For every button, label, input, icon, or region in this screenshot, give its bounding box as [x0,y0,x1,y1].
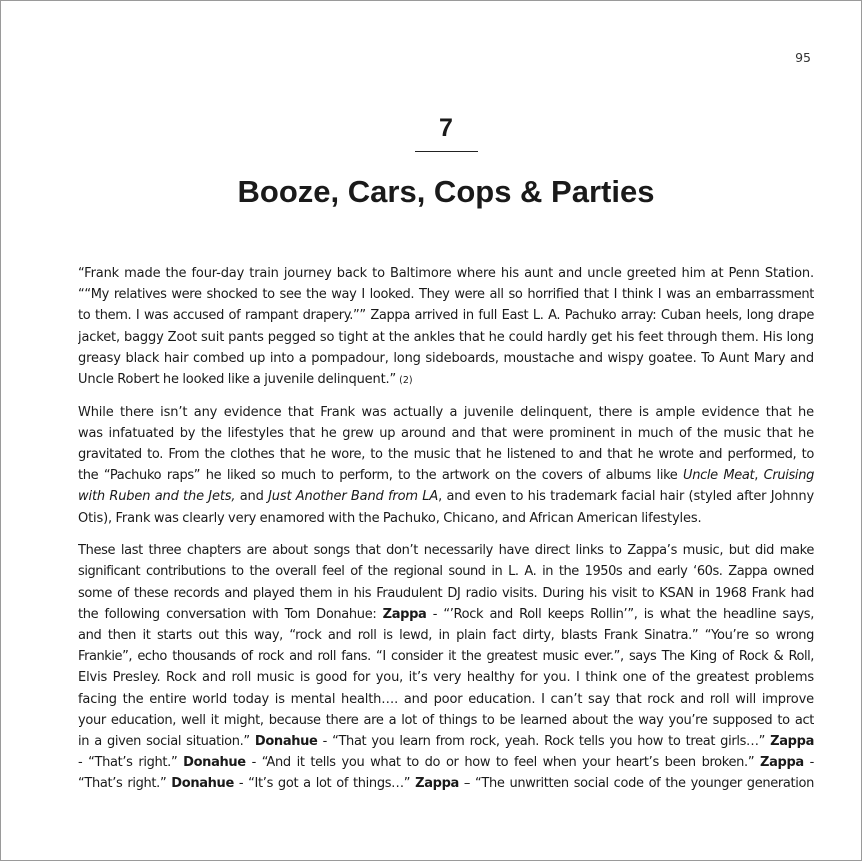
album-title: Cruising [763,468,814,484]
text-span: the following conversation with Tom Donahue: [78,606,383,622]
speaker-name: Donahue [171,776,234,792]
text-line: gravitated to. From the clothes that he wore, to the music that he listened to and that he wrote and performed, to [78,447,814,462]
text-line [78,773,814,794]
chapter-body [78,263,814,806]
text-line [78,604,814,625]
speaker-name: Zappa [760,755,804,771]
speaker-name: Donahue [254,733,318,749]
text-span: and [235,489,269,505]
album-title: with Ruben and the Jets, [78,489,236,505]
text-span: – “The unwritten social code of the younger generation [458,776,814,792]
text-line: greasy black hair combed up into a pompadour, long sideboards, moustache and wispy goatee. To Aunt Mary and [78,350,814,366]
text-line [78,752,814,773]
speaker-name: Zappa [382,606,427,622]
paragraph-1 [78,263,814,390]
text-span: the “Pachuko raps” he liked so much to perform, to the artwork on the covers of albums like [78,468,684,484]
text-line: Frankie”, echo thousands of rock and roll fans. “I consider it the greatest music ever.”, says The King of Rock & Roll, [78,649,814,665]
text-span: , and even to his trademark facial hair (styled after Johnny [438,489,814,505]
chapter-title: Booze, Cars, Cops & Parties [237,174,655,209]
footnote-marker: (2) [399,374,413,386]
text-span: - [803,755,814,771]
text-span: “That’s right.” [78,776,172,792]
text-line: While there isn’t any evidence that Frank was actually a juvenile delinquent, there is ample evidence that he [78,404,814,420]
text-line: Elvis Presley. Rock and roll music is good for you, it’s very healthy for you. I think one of the greatest problems [78,670,814,686]
album-title: Uncle Meat [683,468,755,484]
text-line: Otis), Frank was clearly very enamored with the Pachuko, Chicano, and African American lifestyles. [78,510,702,526]
text-line [78,731,814,752]
text-line: to them. I was accused of rampant drapery.”” Zappa arrived in full East L. A. Pachuko array: Cuban heels, long drape [78,308,814,324]
text-span: - “It’s got a lot of things…” [233,776,416,792]
chapter-number: 7 [439,114,453,142]
speaker-name: Zappa [770,733,814,749]
text-span: - “’Rock and Roll keeps Rollin’”, is what the headline says, [426,606,814,622]
text-line: was infatuated by the lifestyles that he grew up around and that were prominent in much of the music that he [78,425,814,441]
text-line: ““My relatives were shocked to see the way I looked. They were all so horrified that I think I was an embarrassment [78,287,814,303]
text-line [78,486,814,507]
text-line: and then it starts out this way, “rock and roll is lewd, in plain fact dirty, blasts Frank Sinatra.” “You’re so wrong [78,628,814,643]
chapter-divider [415,151,478,152]
page-number: 95 [795,50,811,65]
text-span: - “That’s right.” [78,755,184,771]
text-line [78,369,814,390]
text-line: your education, well it might, because there are a lot of things to be learned about the way you’re supposed to act [78,712,814,728]
text-line: some of these records and played them in his Fraudulent DJ radio visits. During his visit to KSAN in 1968 Frank had [78,585,814,601]
speaker-name: Zappa [415,776,459,792]
text-span: - “And it tells you what to do or how to feel when your heart’s been broken.” [245,755,761,771]
paragraph-3 [78,540,814,794]
text-line: These last three chapters are about songs that don’t necessarily have direct links to Zappa’s music, but did make [78,543,814,559]
speaker-name: Donahue [183,755,246,771]
text-line [78,465,814,486]
text-line: “Frank made the four-day train journey back to Baltimore where his aunt and uncle greeted him at Penn Station. [78,266,814,281]
text-span: in a given social situation.” [78,733,255,749]
text-span: - “That you learn from rock, yeah. Rock tells you how to treat girls…” [317,733,771,749]
text-span: , [754,468,764,484]
paragraph-2 [78,402,814,529]
text-span: Uncle Robert he looked like a juvenile delinquent.” [78,371,397,387]
text-line: significant contributions to the overall feel of the regional sound in L. A. in the 1950s and early ‘60s. Zappa owned [78,564,814,580]
text-line: jacket, baggy Zoot suit pants pegged so tight at the ankles that he could hardly get his feet through them. His long [78,329,814,345]
text-line: facing the entire world today is mental health…. and poor education. I can’t say that rock and roll will improve [78,691,814,707]
album-title: Just Another Band from LA [268,489,439,505]
